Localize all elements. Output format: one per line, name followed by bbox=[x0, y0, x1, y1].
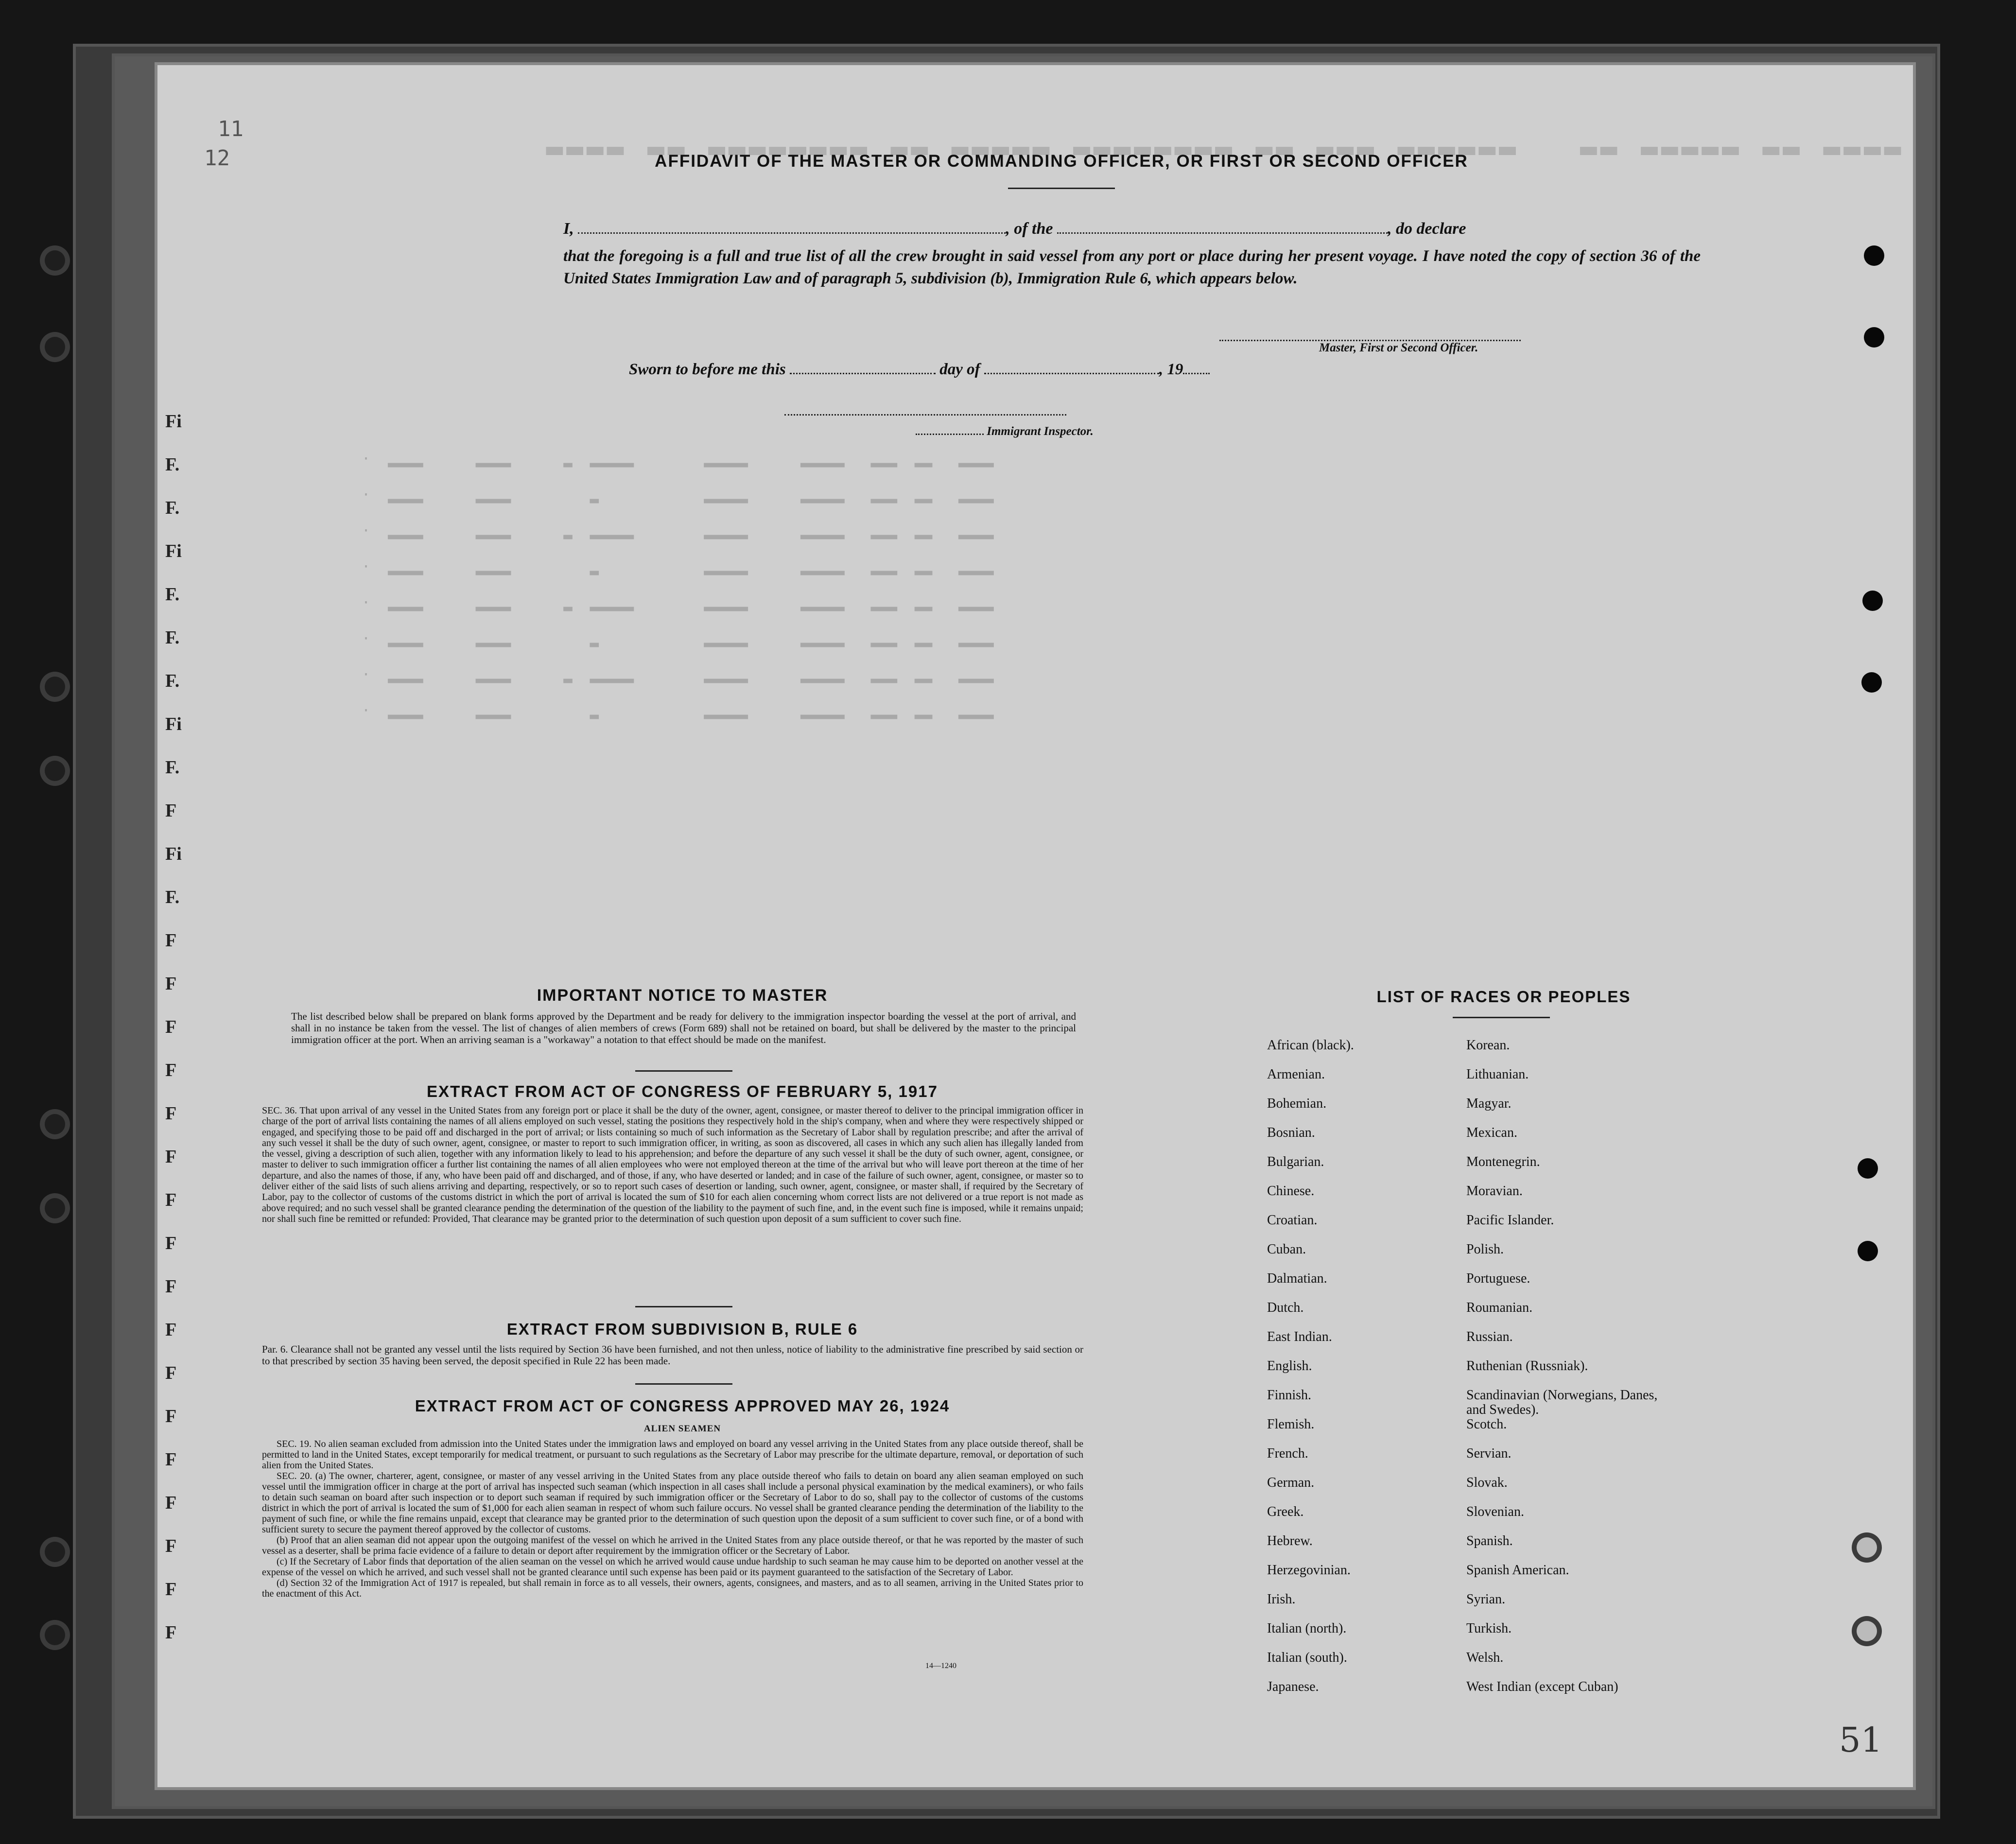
binder-hole-icon bbox=[45, 1114, 65, 1134]
affidavit-body: that the foregoing is a full and true list of all the crew brought in said vessel from any port or place during her present voyage. I have noted the copy of section 36 of the United States Immigration Law and of paragraph 5, subdivision (b), Immigration Rule 6, which appears below. bbox=[563, 247, 1701, 287]
i-label: I, bbox=[563, 220, 574, 238]
race-item: Spanish. bbox=[1466, 1533, 1513, 1548]
affidavit-declaration-line bbox=[563, 220, 1701, 238]
edge-letter: Fi bbox=[165, 411, 182, 432]
race-item: Welsh. bbox=[1466, 1650, 1504, 1665]
extract-1924-body bbox=[262, 1439, 1083, 1599]
binder-hole-icon bbox=[1864, 327, 1884, 348]
edge-letter: F bbox=[165, 1493, 177, 1513]
manifest-sheet bbox=[155, 62, 1916, 1790]
edge-letter: F bbox=[165, 930, 177, 951]
race-item: Flemish. bbox=[1267, 1417, 1315, 1432]
binder-hole-icon bbox=[1864, 245, 1884, 266]
edge-letter: F bbox=[165, 1276, 177, 1297]
race-item: Russian. bbox=[1466, 1329, 1513, 1344]
race-item: Roumanian. bbox=[1466, 1300, 1533, 1315]
left-margin-number: 12 bbox=[204, 146, 230, 171]
race-item: Servian. bbox=[1466, 1446, 1512, 1461]
extract-1917-rule bbox=[635, 1306, 732, 1307]
race-item: Dalmatian. bbox=[1267, 1271, 1327, 1286]
edge-letter: F bbox=[165, 974, 177, 994]
race-item: Korean. bbox=[1466, 1038, 1510, 1053]
edge-letter: F bbox=[165, 1190, 177, 1210]
race-item: Scotch. bbox=[1466, 1417, 1507, 1432]
race-item: West Indian (except Cuban) bbox=[1466, 1679, 1618, 1694]
race-item: Spanish American. bbox=[1466, 1563, 1569, 1578]
races-left-column bbox=[1267, 1038, 1471, 1709]
sec20c-paragraph: (c) If the Secretary of Labor finds that deportation of the alien seaman on the vessel on which he arrived would cause undue hardship to such seaman he may cause him to be deported on another vessel at the expense of the vessel on which he arrived, and such vessel shall not be granted clearance until such expense has been paid or its payment guaranteed to the satisfaction of the Secretary of Labor. bbox=[262, 1556, 1083, 1578]
handwritten-number: 51 bbox=[1839, 1720, 1883, 1760]
edge-letter: F bbox=[165, 1536, 177, 1556]
extract-rule6-title: EXTRACT FROM SUBDIVISION B, RULE 6 bbox=[506, 1320, 858, 1338]
race-item: Irish. bbox=[1267, 1592, 1296, 1607]
inspector-dots bbox=[916, 434, 984, 435]
race-item: Magyar. bbox=[1466, 1096, 1512, 1111]
sworn-day-blank[interactable] bbox=[790, 373, 936, 374]
edge-letter: F. bbox=[165, 627, 180, 648]
binder-hole-icon bbox=[45, 1542, 65, 1562]
race-item: Portuguese. bbox=[1466, 1271, 1530, 1286]
edge-letter: F. bbox=[165, 454, 180, 475]
edge-letter: F bbox=[165, 1579, 177, 1600]
edge-letter: F bbox=[165, 800, 177, 821]
race-item: Croatian. bbox=[1267, 1213, 1318, 1228]
race-item: Hebrew. bbox=[1267, 1533, 1313, 1548]
sec19-paragraph: SEC. 19. No alien seaman excluded from admission into the United States under the immigration laws and employed on board any vessel arriving in the United States from any place outside thereof, shall be permitted to land in the United States, except temporarily for medical treatment, or pursuant to such regulations as the Secretary of Labor may prescribe for the ultimate departure, removal, or deportation of such alien from the United States. bbox=[262, 1439, 1083, 1471]
race-item: Montenegrin. bbox=[1466, 1154, 1540, 1169]
day-of-label: day of bbox=[939, 361, 980, 378]
extract-1917-text: SEC. 36. That upon arrival of any vessel in the United States from any foreign port or place it shall be the duty of the owner, agent, consignee, or master thereof to deliver to the principal immigration officer in charge of the port of arrival lists containing the names of all aliens employed on such vessel, stating the positions they respectively hold in the ship's company, when and where they were respectively shipped or engaged, and specifying those to be paid off and discharged in the port of arrival; or lists containing so much of such information as the Secretary of Labor shall by regulation prescribe; and after the arrival of any such vessel it shall be the duty of such owner, agent, consignee, or master to report to such immigration officer, in writing, as soon as discovered, all cases in which any such alien has illegally landed from the vessel, giving a description of such alien, together with any information likely to lead to his apprehension; and before the departure of any such vessel it shall be the duty of such owner, agent, consignee, or master to deliver to such immigration officer a further list containing the names of all alien employees who were not employed thereon at the time of the arrival but who will leave port thereon at the time of her departure, and also the names of those, if any, who have been paid off and discharged, and of those, if any, who have deserted or landed; and in case of the failure of such owner, agent, consignee, or master so to deliver either of the said lists of such aliens arriving and departing, respectively, or so to report such cases of desertion or landing, such owner, agent, consignee, or master shall, if required by the Secretary of Labor, pay to the collector of customs of the customs district in which the port of arrival is located the sum of $10 for each alien concerning whom correct lists are not delivered or a true report is not made as above required; and no such vessel shall be granted clearance pending the determination of the question of the liability to the payment of such fine, and, in the event such fine is imposed, while it remains unpaid; nor shall such fine be remitted or refunded: Provided, That clearance may be granted prior to the determination of such question upon deposit of a sum sufficient to cover such fine. bbox=[262, 1105, 1083, 1224]
race-item: Lithuanian. bbox=[1466, 1067, 1529, 1082]
race-item: East Indian. bbox=[1267, 1329, 1332, 1344]
faint-rows: · ▂▂▂▂ ▂▂▂▂ ▂ ▂▂▂▂▂ ▂▂▂▂▂ ▂▂▂▂▂ ▂▂▂ ▂▂ ▂▂▂▂ · ▂▂▂▂ ▂▂▂▂ ▂ ▂▂▂▂▂ ▂▂▂▂▂ ▂▂▂ ▂▂ ▂▂▂▂ · ▂▂▂▂ ▂▂▂▂ ▂ ▂▂▂▂▂ ▂▂▂▂▂ ▂▂▂▂▂ ▂▂▂ ▂▂ ▂▂▂▂ · ▂▂▂▂ ▂▂▂▂ ▂ ▂▂▂▂▂ ▂▂▂▂▂ ▂▂▂ ▂▂ ▂▂▂▂ · ▂▂▂▂ ▂▂▂▂ ▂ ▂▂▂▂▂ ▂▂▂▂▂ ▂▂▂▂▂ ▂▂▂ ▂▂ ▂▂▂▂ · ▂▂▂▂ ▂▂▂▂ ▂ ▂▂▂▂▂ ▂▂▂▂▂ ▂▂▂ ▂▂ ▂▂▂▂ · ▂▂▂▂ ▂▂▂▂ ▂ ▂▂▂▂▂ ▂▂▂▂▂ ▂▂▂▂▂ ▂▂▂ ▂▂ ▂▂▂▂ · ▂▂▂▂ ▂▂▂▂ ▂ ▂▂▂▂▂ ▂▂▂▂▂ ▂▂▂ ▂▂ ▂▂▂▂ bbox=[362, 451, 994, 719]
sec20b-paragraph: (b) Proof that an alien seaman did not appear upon the outgoing manifest of the vessel on which he arrived in the United States from any place outside thereof, or that he was reported by the master of such vessel as a deserter, shall be prima facie evidence of a failure to detain or deport after requirement by the immigration officer or the Secretary of Labor. bbox=[262, 1535, 1083, 1556]
vessel-blank[interactable] bbox=[1057, 232, 1388, 234]
extract-1917-title: EXTRACT FROM ACT OF CONGRESS OF FEBRUARY 5, 1917 bbox=[427, 1082, 938, 1100]
races-rule bbox=[1453, 1017, 1550, 1018]
notice-text: The list described below shall be prepared on blank forms approved by the Department and be ready for delivery to the immigration inspector boarding the vessel at the port of arrival, and shall in no instance be taken from the vessel. The list of changes of alien members of crews (Form 689) shall not be retained on board, but shall be delivered by the master to the principal immigration officer at the port. When an arriving seaman is a "workaway" a notation to that effect should be made on the manifest. bbox=[291, 1010, 1076, 1045]
race-item: Ruthenian (Russniak). bbox=[1466, 1358, 1588, 1374]
binder-hole-icon bbox=[45, 250, 65, 271]
master-caption: Master, First or Second Officer. bbox=[1319, 341, 1478, 354]
affidavit-title-rule bbox=[1008, 188, 1115, 189]
sec20d-paragraph: (d) Section 32 of the Immigration Act of 1917 is repealed, but shall remain in force as to all vessels, their owners, agents, consignees, and masters, and as to all seamen, arriving in the United States prior to the enactment of this Act. bbox=[262, 1578, 1083, 1599]
edge-letter: F bbox=[165, 1622, 177, 1643]
faint-header: ▂▂▂▂ ▂▂ ▂▂▂▂▂▂▂▂ ▂▂ ▂▂▂▂▂ ▂▂▂▂▂▂▂▂ ▂▂ ▂▂▂ ▂▂▂▂▂▂ ▂▂ ▂▂▂▂▂ ▂▂ ▂▂▂▂ bbox=[546, 123, 1905, 155]
race-item: Greek. bbox=[1267, 1504, 1304, 1519]
edge-letter: F bbox=[165, 1103, 177, 1124]
edge-letter: Fi bbox=[165, 714, 182, 734]
race-item: Scandinavian (Norwegians, Danes, and Swedes). bbox=[1466, 1388, 1658, 1417]
edge-letter: F bbox=[165, 1233, 177, 1253]
race-item: Syrian. bbox=[1466, 1592, 1506, 1607]
race-item: Armenian. bbox=[1267, 1067, 1325, 1082]
edge-letter: F bbox=[165, 1060, 177, 1080]
extract-1924-title: EXTRACT FROM ACT OF CONGRESS APPROVED MAY 26, 1924 bbox=[415, 1397, 950, 1415]
binder-hole-icon bbox=[1861, 672, 1882, 693]
affidavit-title: AFFIDAVIT OF THE MASTER OR COMMANDING OFFICER, OR FIRST OR SECOND OFFICER bbox=[655, 152, 1468, 171]
race-item: Bohemian. bbox=[1267, 1096, 1327, 1111]
binder-hole-icon bbox=[1862, 591, 1883, 611]
race-item: Japanese. bbox=[1267, 1679, 1319, 1694]
edge-letter: F bbox=[165, 1017, 177, 1037]
race-item: Bulgarian. bbox=[1267, 1154, 1324, 1169]
notice-title: IMPORTANT NOTICE TO MASTER bbox=[537, 986, 828, 1005]
of-the-label: , of the bbox=[1006, 220, 1053, 238]
race-item: Slovak. bbox=[1466, 1475, 1508, 1490]
sworn-label: Sworn to before me this bbox=[629, 361, 786, 378]
inspector-caption-line bbox=[916, 425, 1094, 438]
left-margin-number: 11 bbox=[218, 117, 243, 141]
race-item: Italian (south). bbox=[1267, 1650, 1347, 1665]
edge-letter: F. bbox=[165, 757, 180, 778]
binder-hole-icon bbox=[45, 337, 65, 357]
races-right-column bbox=[1466, 1038, 1680, 1709]
do-declare-label: , do declare bbox=[1388, 220, 1466, 238]
race-item: African (black). bbox=[1267, 1038, 1354, 1053]
edge-letter: Fi bbox=[165, 541, 182, 561]
edge-letter: F bbox=[165, 1363, 177, 1383]
race-item: Herzegovinian. bbox=[1267, 1563, 1351, 1578]
extract-rule6-text: Par. 6. Clearance shall not be granted any vessel until the lists required by Section 36 have been furnished, and not then unless, notice of liability to the administrative fine prescribed by said section or to that prescribed by section 35 having been served, the deposit specified in Rule 22 has been made. bbox=[262, 1343, 1083, 1367]
race-item: Slovenian. bbox=[1466, 1504, 1524, 1519]
sworn-month-blank[interactable] bbox=[984, 373, 1159, 374]
binder-hole-icon bbox=[1857, 1621, 1877, 1641]
edge-letter: F. bbox=[165, 498, 180, 518]
race-item: German. bbox=[1267, 1475, 1315, 1490]
sworn-year-blank[interactable] bbox=[1183, 373, 1210, 374]
race-item: Moravian. bbox=[1466, 1183, 1523, 1199]
race-item: Finnish. bbox=[1267, 1388, 1312, 1403]
extract-rule6-rule bbox=[635, 1383, 732, 1385]
binder-hole-icon bbox=[1858, 1158, 1878, 1179]
edge-letter: F bbox=[165, 1406, 177, 1426]
inspector-signature-line[interactable] bbox=[784, 414, 1066, 416]
binder-hole-icon bbox=[45, 761, 65, 781]
race-item: English. bbox=[1267, 1358, 1312, 1374]
race-item: Pacific Islander. bbox=[1466, 1213, 1554, 1228]
race-item: Mexican. bbox=[1466, 1125, 1517, 1140]
race-item: Dutch. bbox=[1267, 1300, 1304, 1315]
binder-hole-icon bbox=[45, 677, 65, 697]
edge-letter: F bbox=[165, 1449, 177, 1470]
race-item: French. bbox=[1267, 1446, 1308, 1461]
year-prefix: , 19 bbox=[1159, 361, 1183, 378]
sec20a-paragraph: SEC. 20. (a) The owner, charterer, agent, consignee, or master of any vessel arriving in the United States from any place outside thereof who fails to detain on board any alien seaman employed on such vessel until the immigration officer in charge at the port of arrival has inspected such seaman (which inspection in all cases shall include a personal physical examination by the medical examiners), or who fails to detain such seaman on board after such inspection or to deport such seaman if required by such immigration officer or the Secretary of Labor to do so, shall pay to the collector of customs of the customs district in which the port of arrival is located the sum of $1,000 for each alien seaman in respect of whom such failure occurs. No vessel shall be granted clearance pending the determination of the liability to the payment of such fine, or while the fine remains unpaid, except that clearance may be granted prior to the determination of such question upon the deposit of a sum sufficient to cover such fine, or of a bond with sufficient surety to secure the payment thereof approved by the collector of customs. bbox=[262, 1471, 1083, 1535]
edge-letter: F. bbox=[165, 887, 180, 907]
race-item: Bosnian. bbox=[1267, 1125, 1315, 1140]
race-item: Turkish. bbox=[1466, 1621, 1512, 1636]
edge-letter: F. bbox=[165, 671, 180, 691]
sworn-line bbox=[629, 361, 1210, 379]
inspector-caption: Immigrant Inspector. bbox=[987, 425, 1094, 438]
name-blank[interactable] bbox=[578, 232, 1006, 234]
edge-letter: F bbox=[165, 1147, 177, 1167]
binder-hole-icon bbox=[1857, 1537, 1877, 1558]
binder-hole-icon bbox=[45, 1198, 65, 1218]
edge-letter: F. bbox=[165, 584, 180, 605]
form-number: 14—1240 bbox=[925, 1662, 956, 1670]
edge-letter: F bbox=[165, 1320, 177, 1340]
race-item: Chinese. bbox=[1267, 1183, 1315, 1199]
race-item: Italian (north). bbox=[1267, 1621, 1347, 1636]
binder-hole-icon bbox=[1858, 1241, 1878, 1261]
race-item: Polish. bbox=[1466, 1242, 1504, 1257]
edge-letter: Fi bbox=[165, 844, 182, 864]
races-title: LIST OF RACES OR PEOPLES bbox=[1376, 988, 1631, 1006]
notice-rule bbox=[635, 1070, 732, 1072]
extract-1924-subtitle: ALIEN SEAMEN bbox=[643, 1424, 721, 1434]
binder-hole-icon bbox=[45, 1625, 65, 1645]
race-item: Cuban. bbox=[1267, 1242, 1306, 1257]
